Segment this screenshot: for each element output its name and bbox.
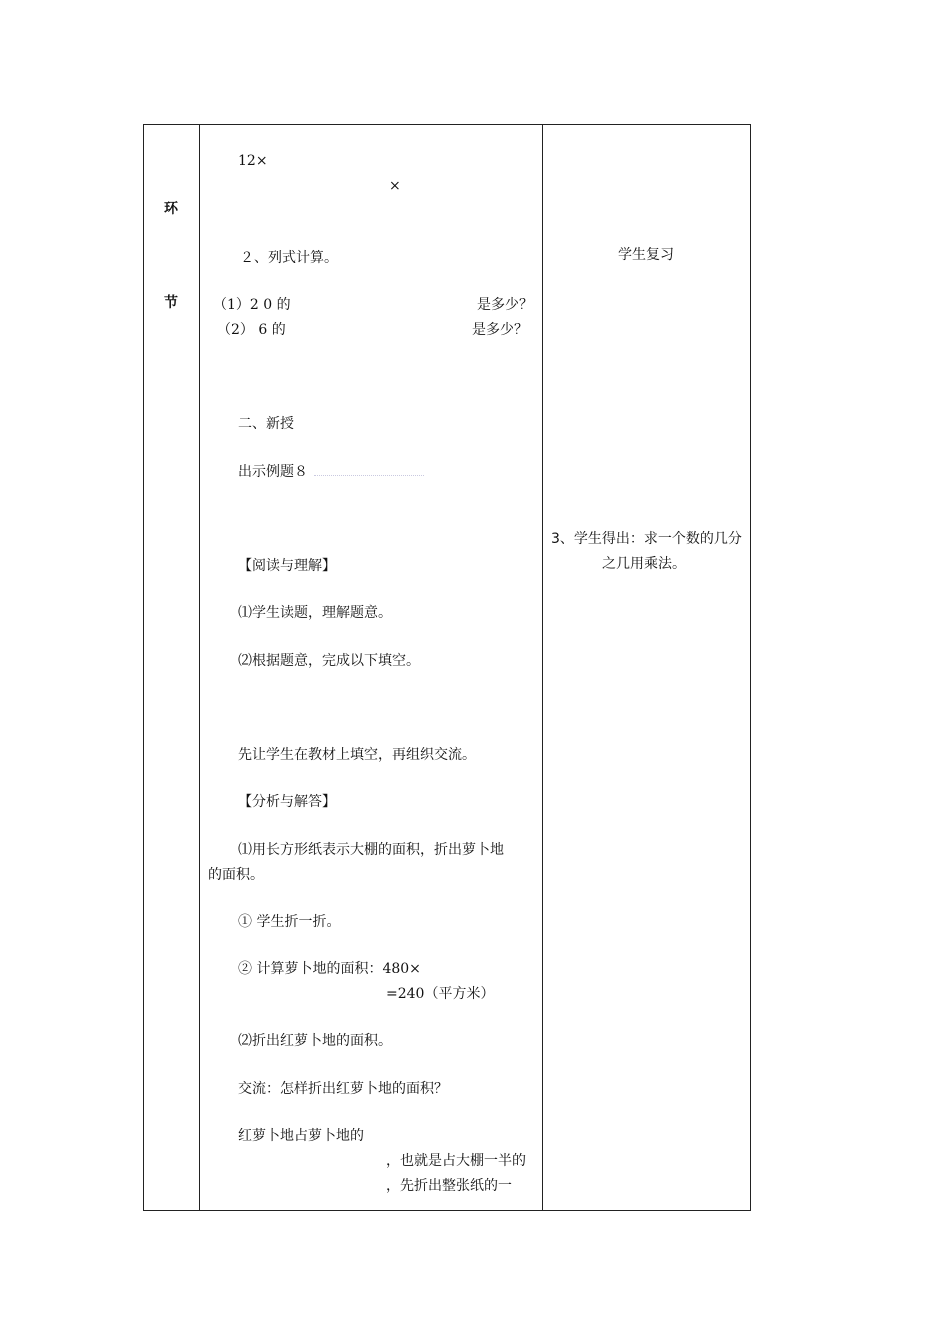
reading-step-2: ⑵根据题意，完成以下填空。 — [238, 653, 420, 669]
reading-header: 【阅读与理解】 — [238, 558, 336, 574]
analysis-step-2: ⑵折出红萝卜地的面积。 — [238, 1033, 392, 1049]
section-2-title: ２、列式计算。 — [240, 250, 338, 266]
exchange-instruction: 先让学生在教材上填空，再组织交流。 — [238, 747, 476, 763]
expression-x: × — [389, 178, 401, 194]
fold-step: ① 学生折一折。 — [238, 914, 341, 930]
analysis-step-1-line-2: 的面积。 — [208, 867, 264, 883]
new-lesson-heading: 二、新授 — [238, 416, 294, 432]
question-2-right: 是多少？ — [472, 322, 528, 338]
continuation-line-2: ，先折出整张纸的一 — [386, 1178, 512, 1194]
discussion-question: 交流：怎样折出红萝卜地的面积？ — [238, 1081, 448, 1097]
area-calculation: ② 计算萝卜地的面积：480× — [238, 961, 421, 977]
column-divider-right — [542, 124, 543, 1211]
section-label-jie: 节 — [164, 295, 178, 311]
student-review: 学生复习 — [618, 247, 674, 263]
lesson-table — [143, 124, 751, 1211]
question-1-right: 是多少？ — [477, 297, 533, 313]
section-label-huan: 环 — [164, 201, 178, 217]
red-radish-fraction: 红萝卜地占萝卜地的 — [238, 1128, 364, 1144]
column-divider-left — [199, 124, 200, 1211]
area-result: =240（平方米） — [386, 986, 495, 1002]
student-conclusion-line-2: 之几用乘法。 — [602, 556, 686, 572]
question-1-left: （1）2 0 的 — [213, 297, 291, 313]
faint-dotted-mark — [314, 471, 424, 476]
analysis-header: 【分析与解答】 — [238, 794, 336, 810]
student-conclusion-line-1: 3、学生得出：求一个数的几分 — [551, 531, 742, 547]
reading-step-1: ⑴学生读题，理解题意。 — [238, 605, 392, 621]
continuation-line-1: ，也就是占大棚一半的 — [386, 1153, 526, 1169]
question-2-left: （2） 6 的 — [217, 322, 286, 338]
example-label: 出示例题８ — [238, 464, 308, 480]
expression-12x: 12× — [238, 153, 268, 169]
analysis-step-1-line-1: ⑴用长方形纸表示大棚的面积，折出萝卜地 — [238, 842, 504, 858]
